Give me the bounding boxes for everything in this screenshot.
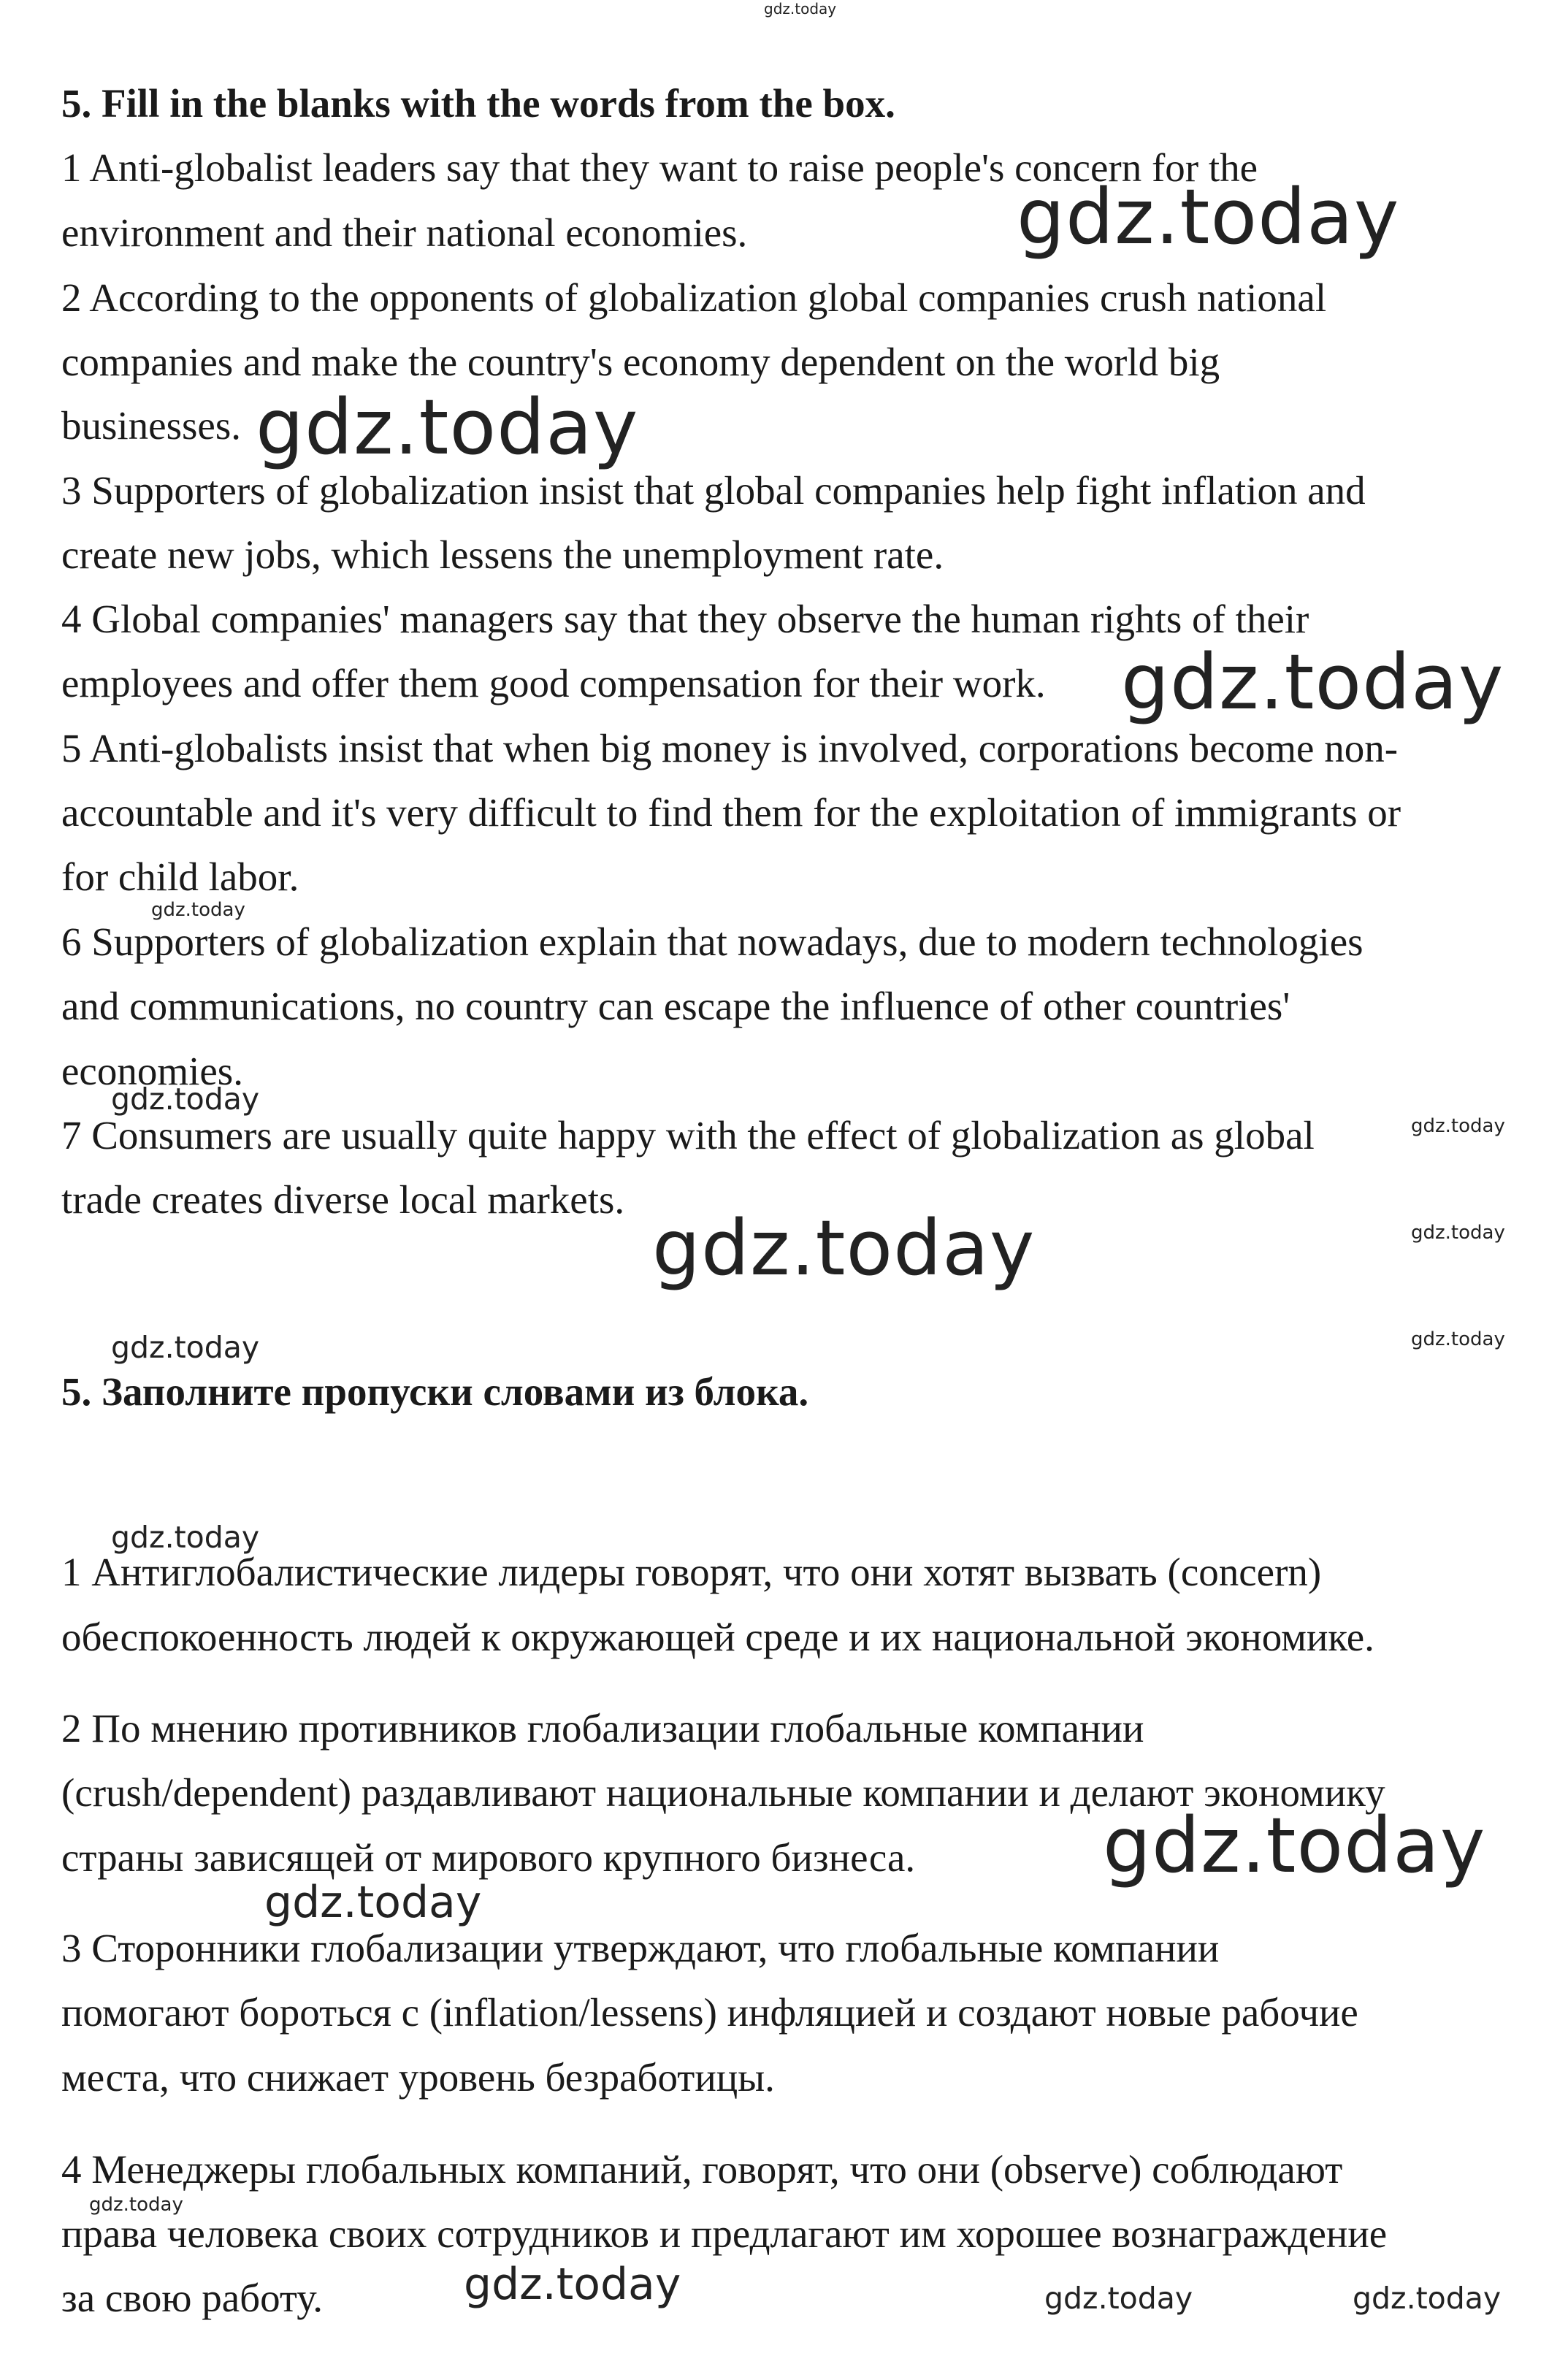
watermark: gdz.today: [1044, 2281, 1193, 2316]
text-line: companies and make the country's economy dependent on the world big: [61, 340, 1220, 384]
text-line: 3 Сторонники глобализации утверждают, что глобальные компании: [61, 1926, 1220, 1970]
russian-heading: 5. Заполните пропуски словами из блока.: [61, 1369, 809, 1414]
text-line: businesses.: [61, 403, 241, 448]
text-line: environment and their national economies.: [61, 210, 748, 255]
text-line: помогают бороться с (inflation/lessens) инфляцией и создают новые рабочие: [61, 1990, 1358, 2035]
text-line: 1 Anti-globalist leaders say that they want to raise people's concern for the: [61, 145, 1258, 190]
text-line: 7 Consumers are usually quite happy with the effect of globalization as global: [61, 1113, 1315, 1158]
watermark: gdz.today: [1017, 172, 1400, 261]
english-heading: 5. Fill in the blanks with the words from the box.: [61, 81, 895, 126]
text-line: and communications, no country can escape the influence of other countries': [61, 984, 1290, 1028]
watermark: gdz.today: [464, 2259, 681, 2310]
text-line: 3 Supporters of globalization insist that global companies help fight inflation and: [61, 468, 1366, 513]
text-line: accountable and it's very difficult to find them for the exploitation of immigrants or: [61, 790, 1401, 835]
text-line: create new jobs, which lessens the unemployment rate.: [61, 532, 944, 577]
text-line: 6 Supporters of globalization explain that nowadays, due to modern technologies: [61, 919, 1364, 964]
watermark: gdz.today: [1411, 1222, 1505, 1244]
text-line: employees and offer them good compensation for their work.: [61, 661, 1046, 705]
text-line: страны зависящей от мирового крупного бизнеса.: [61, 1835, 916, 1880]
text-line: 5 Anti-globalists insist that when big money is involved, corporations become non-: [61, 726, 1399, 770]
text-line: права человека своих сотрудников и предлагают им хорошее вознаграждение: [61, 2211, 1388, 2256]
watermark: gdz.today: [111, 1520, 260, 1555]
text-line: 1 Антиглобалистические лидеры говорят, что они хотят вызвать (concern): [61, 1550, 1322, 1594]
text-line: economies.: [61, 1049, 243, 1093]
watermark: gdz.today: [151, 899, 245, 921]
watermark: gdz.today: [264, 1877, 482, 1928]
watermark: gdz.today: [1103, 1801, 1486, 1890]
watermark: gdz.today: [1411, 1115, 1505, 1137]
text-line: 2 По мнению противников глобализации глобальные компании: [61, 1706, 1144, 1751]
watermark: gdz.today: [111, 1082, 260, 1117]
watermark: gdz.today: [652, 1204, 1036, 1293]
watermark: gdz.today: [1411, 1328, 1505, 1350]
watermark: gdz.today: [764, 0, 837, 18]
text-line: 4 Менеджеры глобальных компаний, говорят, что они (observe) соблюдают: [61, 2147, 1343, 2192]
text-line: за свою работу.: [61, 2276, 323, 2320]
watermark: gdz.today: [256, 383, 639, 472]
text-line: (crush/dependent) раздавливают национальные компании и делают экономику: [61, 1770, 1385, 1815]
text-line: trade creates diverse local markets.: [61, 1177, 625, 1222]
watermark: gdz.today: [1121, 638, 1504, 727]
text-line: for child labor.: [61, 854, 299, 899]
text-line: 2 According to the opponents of globalization global companies crush national: [61, 275, 1327, 320]
watermark: gdz.today: [1353, 2281, 1502, 2316]
watermark: gdz.today: [89, 2194, 183, 2216]
watermark: gdz.today: [111, 1330, 260, 1365]
text-line: 4 Global companies' managers say that they observe the human rights of their: [61, 597, 1309, 641]
text-line: места, что снижает уровень безработицы.: [61, 2055, 775, 2100]
text-line: обеспокоенность людей к окружающей среде и их национальной экономике.: [61, 1615, 1374, 1659]
